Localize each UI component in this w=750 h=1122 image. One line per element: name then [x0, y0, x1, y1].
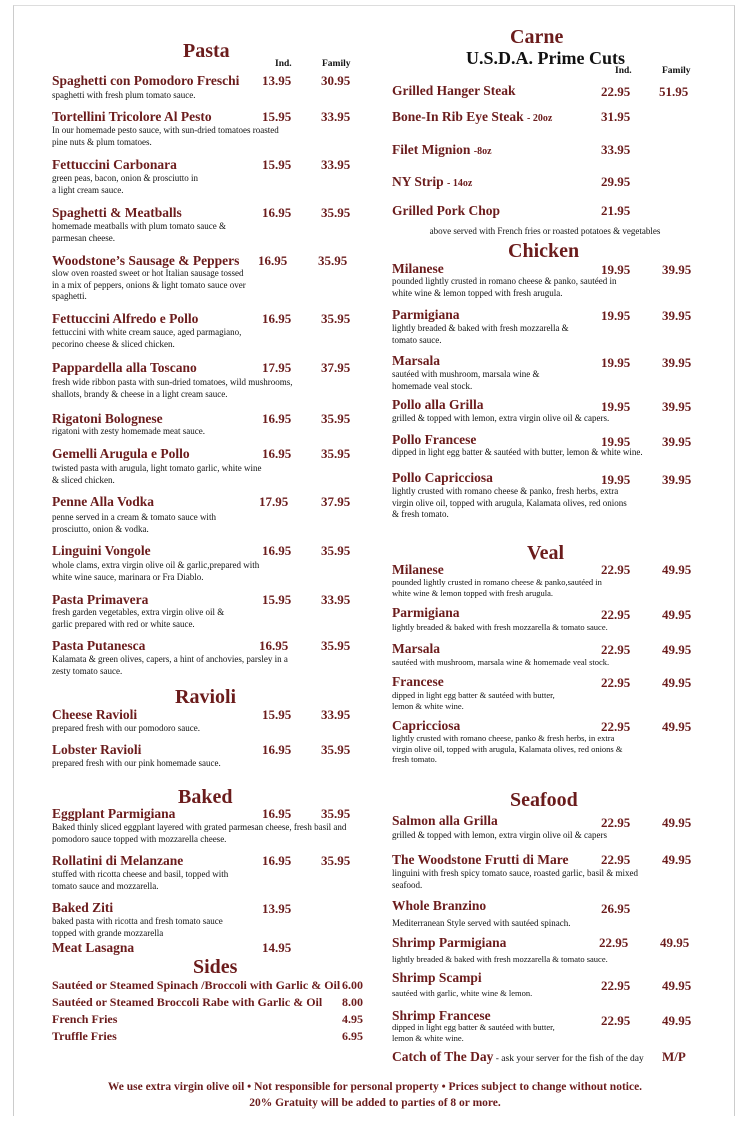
pasta-item-ind-price: 15.95	[262, 109, 292, 124]
carne-item-note: - 14oz	[447, 178, 473, 189]
pasta-item-name: Spaghetti con Pomodoro Freschi	[52, 73, 240, 88]
pasta-item-desc: Kalamata & green olives, capers, a hint of anchovies, parsley in a zesty tomato sauce.	[52, 654, 288, 676]
seafood-item-name: Shrimp Scampi	[392, 970, 482, 985]
veal-item-desc: lightly crusted with romano cheese, panko & fresh herbs, in extra virgin olive oil, topped with arugula, Kalamata olives, red onions & fresh tomato.	[392, 733, 623, 764]
pasta-heading: Pasta	[183, 40, 230, 62]
chicken-item-family-price: 39.95	[662, 308, 692, 323]
pasta-item-ind-price: 16.95	[262, 311, 292, 326]
carne-item-name: Filet Mignion	[392, 142, 471, 157]
pasta-item-desc: spaghetti with fresh plum tomato sauce.	[52, 90, 196, 100]
pasta-item-name: Linguini Vongole	[52, 543, 151, 558]
pasta-item-name: Woodstone’s Sausage & Peppers	[52, 253, 240, 268]
chicken-item-ind-price: 19.95	[601, 308, 631, 323]
chicken-item-family-price: 39.95	[662, 434, 692, 449]
veal-item-ind-price: 22.95	[601, 675, 631, 690]
veal-item-name: Francese	[392, 674, 444, 689]
seafood-item-ind-price: 22.95	[601, 1013, 631, 1028]
chicken-item-desc: sautéed with mushroom, marsala wine & homemade veal stock.	[392, 369, 540, 391]
veal-item-ind-price: 22.95	[601, 642, 631, 657]
seafood-item-ind-price: 22.95	[601, 852, 631, 867]
chicken-item-name: Milanese	[392, 261, 444, 276]
seafood-item-desc: grilled & topped with lemon, extra virgin olive oil & capers	[392, 830, 608, 840]
carne-item-ind-price: 29.95	[601, 174, 631, 189]
veal-item-desc: pounded lightly crusted in romano cheese & panko,sautéed in white wine & lemon topped with fresh arugula.	[392, 577, 602, 598]
pasta-item-ind-price: 17.95	[259, 494, 289, 509]
carne-heading: Carne	[510, 26, 564, 48]
veal-item-family-price: 49.95	[662, 675, 692, 690]
veal-heading: Veal	[527, 542, 565, 564]
pasta-item-family-price: 30.95	[321, 73, 351, 88]
veal-item-family-price: 49.95	[662, 642, 692, 657]
pasta-item-desc: fresh wide ribbon pasta with sun-dried tomatoes, wild mushrooms, shallots, brandy & cheese in a light cream sauce.	[52, 377, 293, 399]
carne-item-name: NY Strip	[392, 174, 444, 189]
baked-item-ind-price: 16.95	[262, 806, 292, 821]
footer-gratuity: 20% Gratuity will be added to parties of 8 or more.	[249, 1097, 501, 1109]
seafood-item-name: Shrimp Parmigiana	[392, 935, 507, 950]
carne-item-note: -8oz	[473, 146, 492, 157]
pasta-item-ind-price: 16.95	[259, 638, 289, 653]
pasta-item-name: Tortellini Tricolore Al Pesto	[52, 109, 212, 124]
baked-item-family-price: 35.95	[321, 853, 351, 868]
catch-of-day-name: Catch of The Day	[392, 1049, 494, 1064]
side-item-name: Truffle Fries	[52, 1029, 117, 1043]
pasta-item-ind-price: 15.95	[262, 157, 292, 172]
chicken-item-ind-price: 19.95	[601, 355, 631, 370]
veal-item-name: Parmigiana	[392, 605, 460, 620]
baked-item-name: Meat Lasagna	[52, 940, 135, 955]
carne-footnote: above served with French fries or roasted potatoes & vegetables	[429, 226, 661, 236]
side-item-name: Sautéed or Steamed Broccoli Rabe with Garlic & Oil	[52, 995, 323, 1009]
pasta-item-name: Pappardella alla Toscano	[52, 360, 197, 375]
ravioli-item-name: Cheese Ravioli	[52, 707, 138, 722]
carne-item-note: - 20oz	[527, 113, 553, 124]
seafood-item-ind-price: 22.95	[599, 935, 629, 950]
catch-of-day-price: M/P	[662, 1049, 686, 1064]
veal-item-name: Milanese	[392, 562, 444, 577]
seafood-item-family-price: 49.95	[662, 1013, 692, 1028]
chicken-item-desc: dipped in light egg batter & sautéed with butter, lemon & white wine.	[392, 447, 643, 457]
chicken-item-name: Marsala	[392, 353, 440, 368]
pasta-item-ind-price: 16.95	[262, 543, 292, 558]
chicken-item-family-price: 39.95	[662, 355, 692, 370]
seafood-item-name: The Woodstone Frutti di Mare	[392, 852, 569, 867]
pasta-item-family-price: 35.95	[321, 411, 351, 426]
seafood-item-desc: sautéed with garlic, white wine & lemon.	[392, 988, 533, 998]
pasta-item-ind-price: 15.95	[262, 592, 292, 607]
carne-item-name: Grilled Pork Chop	[392, 203, 501, 218]
pasta-item-name: Pasta Primavera	[52, 592, 149, 607]
seafood-item-name: Shrimp Francese	[392, 1008, 491, 1023]
pasta-item-name: Rigatoni Bolognese	[52, 411, 163, 426]
pasta-item-desc: In our homemade pesto sauce, with sun-dried tomatoes roasted pine nuts & plum tomatoes.	[52, 125, 279, 147]
veal-item-name: Marsala	[392, 641, 440, 656]
baked-item-family-price: 35.95	[321, 806, 351, 821]
baked-item-name: Rollatini di Melanzane	[52, 853, 184, 868]
pasta-ind-header: Ind.	[275, 59, 292, 69]
pasta-item-desc: fettuccini with white cream sauce, aged parmagiano, pecorino cheese & sliced chicken.	[52, 327, 242, 349]
pasta-item-ind-price: 16.95	[258, 253, 288, 268]
pasta-item-ind-price: 16.95	[262, 205, 292, 220]
pasta-item-family-price: 33.95	[321, 109, 351, 124]
carne-item-family-price: 51.95	[659, 84, 689, 99]
pasta-item-ind-price: 16.95	[262, 411, 292, 426]
pasta-item-family-price: 35.95	[321, 205, 351, 220]
veal-item-ind-price: 22.95	[601, 562, 631, 577]
baked-item-desc: Baked thinly sliced eggplant layered with grated parmesan cheese, fresh basil and pomodoro sauce topped with mozzarella cheese.	[52, 822, 347, 844]
seafood-item-name: Salmon alla Grilla	[392, 813, 498, 828]
pasta-item-ind-price: 16.95	[262, 446, 292, 461]
chicken-item-desc: pounded lightly crusted in romano cheese & panko, sautéed in white wine & lemon topped with fresh arugula.	[392, 276, 617, 298]
seafood-item-desc: lightly breaded & baked with fresh mozzarella & tomato sauce.	[392, 954, 608, 964]
pasta-item-name: Fettuccini Alfredo e Pollo	[52, 311, 199, 326]
sides-heading: Sides	[193, 956, 238, 978]
pasta-item-family-price: 35.95	[321, 446, 351, 461]
veal-item-name: Capricciosa	[392, 718, 461, 733]
pasta-item-desc: slow oven roasted sweet or hot Italian sausage tossed in a mix of peppers, onions & light tomato sauce over spaghetti.	[52, 268, 246, 302]
seafood-item-family-price: 49.95	[662, 815, 692, 830]
seafood-item-family-price: 49.95	[662, 852, 692, 867]
carne-ind-header: Ind.	[615, 66, 632, 76]
chicken-item-desc: lightly crusted with romano cheese & panko, fresh herbs, extra virgin olive oil, topped with arugula, Kalamata olives, red onions & fresh tomato.	[392, 486, 627, 520]
veal-item-ind-price: 22.95	[601, 719, 631, 734]
pasta-item-name: Pasta Putanesca	[52, 638, 146, 653]
seafood-item-ind-price: 26.95	[601, 901, 631, 916]
side-item-price: 4.95	[342, 1012, 363, 1026]
baked-heading: Baked	[178, 786, 233, 808]
chicken-item-name: Pollo Capricciosa	[392, 470, 493, 485]
carne-item-ind-price: 21.95	[601, 203, 631, 218]
chicken-item-desc: lightly breaded & baked with fresh mozzarella & tomato sauce.	[392, 323, 569, 345]
chicken-item-name: Parmigiana	[392, 307, 460, 322]
chicken-item-ind-price: 19.95	[601, 472, 631, 487]
pasta-item-family-price: 37.95	[321, 360, 351, 375]
seafood-item-family-price: 49.95	[660, 935, 690, 950]
veal-item-desc: dipped in light egg batter & sautéed with butter, lemon & white wine.	[392, 690, 555, 711]
seafood-item-ind-price: 22.95	[601, 815, 631, 830]
veal-item-desc: lightly breaded & baked with fresh mozzarella & tomato sauce.	[392, 622, 608, 632]
ravioli-item-name: Lobster Ravioli	[52, 742, 142, 757]
chicken-item-family-price: 39.95	[662, 399, 692, 414]
pasta-item-family-price: 35.95	[318, 253, 348, 268]
pasta-item-family-price: 33.95	[321, 157, 351, 172]
side-item-price: 6.00	[342, 978, 363, 992]
carne-item-ind-price: 31.95	[601, 109, 631, 124]
chicken-item-ind-price: 19.95	[601, 434, 631, 449]
veal-item-family-price: 49.95	[662, 719, 692, 734]
side-item-name: French Fries	[52, 1012, 118, 1026]
ravioli-item-family-price: 33.95	[321, 707, 351, 722]
seafood-item-desc: Mediterranean Style served with sautéed spinach.	[392, 918, 571, 928]
pasta-item-name: Fettuccini Carbonara	[52, 157, 177, 172]
carne-family-header: Family	[662, 66, 691, 76]
pasta-item-desc: rigatoni with zesty homemade meat sauce.	[52, 426, 205, 436]
pasta-item-desc: green peas, bacon, onion & prosciutto in a light cream sauce.	[52, 173, 198, 195]
footer-notice: We use extra virgin olive oil • Not responsible for personal property • Prices subject to change without notice.	[107, 1081, 643, 1093]
ravioli-item-desc: prepared fresh with our pomodoro sauce.	[52, 723, 200, 733]
pasta-item-desc: penne served in a cream & tomato sauce with prosciutto, onion & vodka.	[52, 512, 216, 534]
pasta-item-family-price: 35.95	[321, 638, 351, 653]
seafood-heading: Seafood	[510, 789, 578, 811]
baked-item-desc: stuffed with ricotta cheese and basil, topped with tomato sauce and mozzarella.	[52, 869, 229, 891]
carne-item-name: Bone-In Rib Eye Steak	[392, 109, 524, 124]
veal-item-family-price: 49.95	[662, 607, 692, 622]
pasta-item-ind-price: 17.95	[262, 360, 292, 375]
seafood-item-desc: dipped in light egg batter & sautéed with butter, lemon & white wine.	[392, 1022, 555, 1043]
baked-item-ind-price: 16.95	[262, 853, 292, 868]
pasta-item-desc: whole clams, extra virgin olive oil & garlic,prepared with white wine sauce, marinara or Fra Diablo.	[52, 560, 260, 582]
side-item-price: 8.00	[342, 995, 363, 1009]
carne-subheading: U.S.D.A. Prime Cuts	[466, 48, 625, 68]
seafood-item-name: Whole Branzino	[392, 898, 487, 913]
side-item-name: Sautéed or Steamed Spinach /Broccoli with Garlic & Oil	[52, 978, 341, 992]
chicken-item-ind-price: 19.95	[601, 262, 631, 277]
carne-item-ind-price: 33.95	[601, 142, 631, 157]
ravioli-item-family-price: 35.95	[321, 742, 351, 757]
seafood-item-ind-price: 22.95	[601, 978, 631, 993]
pasta-item-family-price: 35.95	[321, 311, 351, 326]
baked-item-desc: baked pasta with ricotta and fresh tomato sauce topped with grande mozzarella	[52, 916, 223, 938]
chicken-item-family-price: 39.95	[662, 472, 692, 487]
pasta-item-desc: twisted pasta with arugula, light tomato garlic, white wine & sliced chicken.	[52, 463, 262, 485]
seafood-item-desc: linguini with fresh spicy tomato sauce, roasted garlic, basil & mixed seafood.	[392, 868, 638, 890]
catch-of-day-desc: - ask your server for the fish of the day	[493, 1054, 644, 1064]
pasta-item-desc: homemade meatballs with plum tomato sauce & parmesan cheese.	[52, 221, 226, 243]
pasta-item-name: Gemelli Arugula e Pollo	[52, 446, 190, 461]
chicken-item-desc: grilled & topped with lemon, extra virgin olive oil & capers.	[392, 413, 610, 423]
baked-item-ind-price: 13.95	[262, 901, 292, 916]
chicken-item-family-price: 39.95	[662, 262, 692, 277]
pasta-item-desc: fresh garden vegetables, extra virgin olive oil & garlic prepared with red or white sauce.	[52, 607, 225, 629]
baked-item-name: Baked Ziti	[52, 900, 114, 915]
pasta-item-family-price: 37.95	[321, 494, 351, 509]
pasta-item-name: Spaghetti & Meatballs	[52, 205, 182, 220]
veal-item-family-price: 49.95	[662, 562, 692, 577]
ravioli-item-ind-price: 15.95	[262, 707, 292, 722]
chicken-item-ind-price: 19.95	[601, 399, 631, 414]
baked-item-name: Eggplant Parmigiana	[52, 806, 176, 821]
chicken-item-name: Pollo alla Grilla	[392, 397, 484, 412]
ravioli-item-ind-price: 16.95	[262, 742, 292, 757]
carne-item-ind-price: 22.95	[601, 84, 631, 99]
pasta-item-name: Penne Alla Vodka	[52, 494, 155, 509]
ravioli-item-desc: prepared fresh with our pink homemade sauce.	[52, 758, 221, 768]
side-item-price: 6.95	[342, 1029, 363, 1043]
veal-item-desc: sautéed with mushroom, marsala wine & homemade veal stock.	[392, 657, 610, 667]
seafood-item-family-price: 49.95	[662, 978, 692, 993]
chicken-heading: Chicken	[508, 240, 580, 262]
pasta-item-family-price: 35.95	[321, 543, 351, 558]
chicken-item-name: Pollo Francese	[392, 432, 477, 447]
veal-item-ind-price: 22.95	[601, 607, 631, 622]
pasta-family-header: Family	[322, 59, 351, 69]
pasta-item-ind-price: 13.95	[262, 73, 292, 88]
carne-item-name: Grilled Hanger Steak	[392, 83, 516, 98]
baked-item-ind-price: 14.95	[262, 940, 292, 955]
pasta-item-family-price: 33.95	[321, 592, 351, 607]
ravioli-heading: Ravioli	[175, 686, 237, 708]
